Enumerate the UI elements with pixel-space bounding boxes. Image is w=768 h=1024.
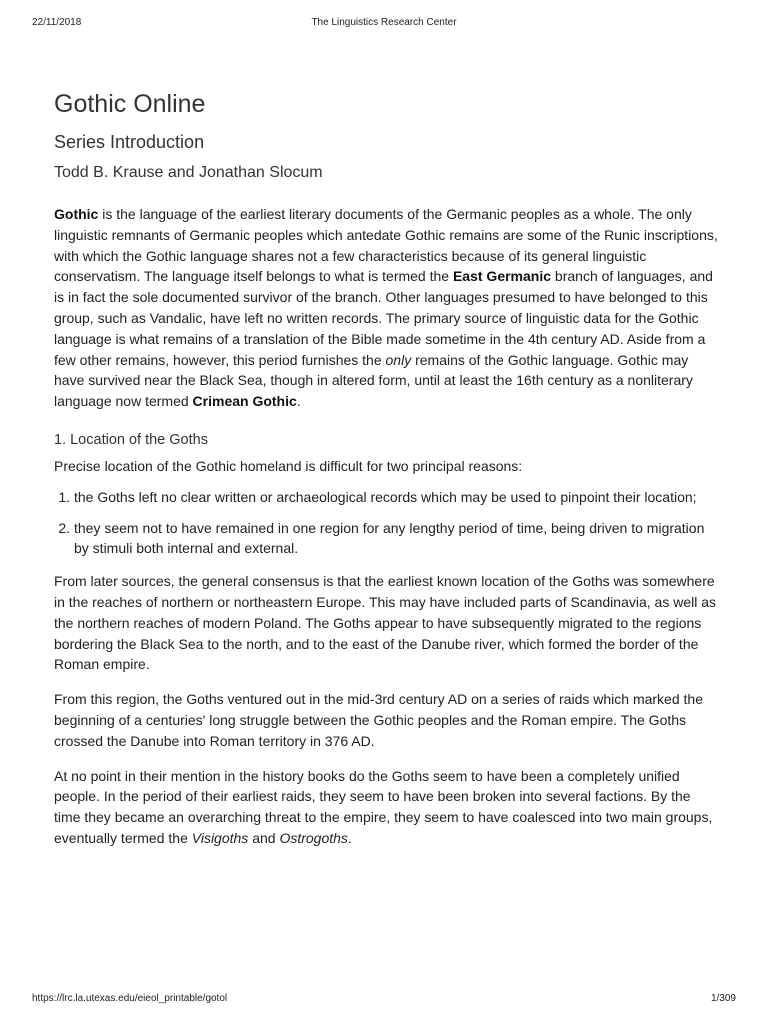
list-item: 2. they seem not to have remained in one region for any lengthy period of time, being driven to migration by stimuli both internal and external. — [74, 518, 718, 560]
intro-text-2: branch of languages, and is in fact the sole documented survivor of the branch. Other languages presumed to have belonged to this group, such as Vandalic, have left no written records. The primary source of linguistic data for the Gothic language is what remains of a translation of the Bible made sometime in the 4th century AD. Aside from a few other remains, however, this period furnishes the — [54, 268, 713, 368]
print-footer — [32, 993, 736, 1007]
emphasis-only: only — [385, 351, 412, 368]
print-page-title: The Linguistics Research Center — [311, 17, 457, 28]
term-visigoths: Visigoths — [191, 829, 249, 846]
intro-text-4: . — [296, 393, 301, 410]
list-item: 1. the Goths left no clear written or archaeological records which may be used to pinpoint their location; — [74, 487, 718, 508]
reasons-list — [54, 487, 718, 559]
paragraph-groups — [54, 766, 718, 849]
print-header — [32, 17, 736, 31]
term-crimean-gothic: Crimean Gothic — [192, 393, 297, 410]
intro-paragraph — [54, 204, 718, 412]
section-heading: 1. Location of the Goths — [54, 431, 208, 448]
print-date: 22/11/2018 — [32, 17, 82, 28]
term-ostrogoths: Ostrogoths — [279, 829, 348, 846]
page-subtitle: Series Introduction — [54, 132, 205, 152]
term-east-germanic: East Germanic — [452, 268, 552, 285]
groups-text-1: At no point in their mention in the history books do the Goths seem to have been a completely unified people. In the period of their earliest raids, they seem to have been broken into several factions. By the time they became an overarching threat to the empire, they seem to have coalesced into two main groups, eventually termed the — [54, 767, 713, 846]
paragraph-raids: From this region, the Goths ventured out in the mid-3rd century AD on a series of raids which marked the beginning of a centuries' long struggle between the Gothic peoples and the Roman empire. The Goths crossed the Danube into Roman territory in 376 AD. — [54, 691, 703, 749]
intro-text-3: remains of the Gothic language. Gothic may have survived near the Black Sea, though in altered form, until at least the 16th century as a nonliterary language now termed — [54, 351, 693, 410]
term-gothic: Gothic — [54, 206, 99, 222]
section-lead: Precise location of the Gothic homeland is difficult for two principal reasons: — [54, 457, 523, 474]
groups-text-2: and — [248, 829, 280, 846]
intro-text-1: is the language of the earliest literary documents of the Germanic peoples as a whole. The only linguistic remnants of Germanic peoples which antedate Gothic remains are some of the Runic inscriptions, with which the Gothic language shares not a few characteristics because of its general linguistic conservatism. The language itself belongs to what is termed the — [54, 206, 718, 285]
page-number: 1/309 — [710, 993, 736, 1004]
groups-text-3: . — [347, 829, 352, 846]
page-title: Gothic Online — [54, 90, 206, 118]
article — [54, 88, 718, 863]
print-url: https://lrc.la.utexas.edu/eieol_printable/gotol — [32, 993, 228, 1004]
paragraph-origins: From later sources, the general consensus is that the earliest known location of the Goths was somewhere in the reaches of northern or northeastern Europe. This may have included parts of Scandinavia, as well as the northern reaches of modern Poland. The Goths appear to have subsequently migrated to the regions bordering the Black Sea to the north, and to the east of the Danube river, which formed the border of the Roman empire. — [54, 573, 717, 673]
authors: Todd B. Krause and Jonathan Slocum — [54, 164, 323, 181]
